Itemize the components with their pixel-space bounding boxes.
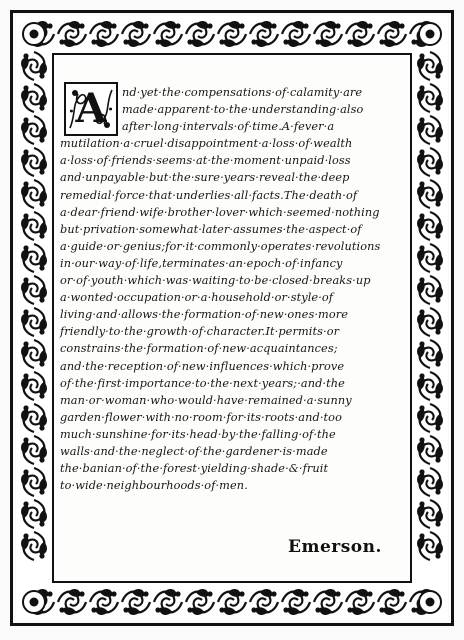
- text-line: remedial·force·that·underlies·all·facts.The·death·of: [60, 188, 358, 202]
- text-line: a·wonted·occupation·or·a·household·or·style·of: [60, 291, 334, 305]
- text-line: to·wide·neighbourhoods·of·men.: [60, 479, 248, 493]
- text-line: a·dear·friend·wife·brother·lover·which·seemed·nothing: [60, 205, 380, 219]
- text-line: garden·flower·with·no·room·for·its·roots·and·too: [60, 410, 342, 424]
- vine-ornament: [426, 30, 435, 39]
- text-line: constrains·the·formation·of·new·acquaintances;: [60, 342, 338, 356]
- dropcap-letter: A: [75, 85, 107, 132]
- text-line: mutilation·a·cruel·disappointment·a·loss·of·wealth: [60, 137, 353, 151]
- text-line: a·loss·of·friends·seems·at·the·moment·unpaid·loss: [60, 154, 351, 168]
- text-line: after·long·intervals·of·time.A·fever·a: [122, 120, 335, 134]
- text-line: man·or·woman·who·would·have·remained·a·sunny: [60, 393, 352, 407]
- text-line: or·of·youth·which·was·waiting·to·be·closed·breaks·up: [60, 274, 371, 288]
- text-line: walls·and·the·neglect·of·the·gardener·is·made: [60, 444, 328, 458]
- text-line: but·privation·somewhat·later·assumes·the·aspect·of: [60, 222, 362, 236]
- text-line: much·sunshine·for·its·head·by·the·falling·of·the: [60, 427, 336, 441]
- quotation-text: [60, 84, 404, 494]
- text-line: made·apparent·to·the·understanding·also: [122, 103, 364, 117]
- text-line: and·unpayable·but·the·sure·years·reveal·the·deep: [60, 171, 350, 185]
- vine-ornament: [426, 598, 435, 607]
- text-line: nd·yet·the·compensations·of·calamity·are: [122, 86, 363, 99]
- text-line: the·banian·of·the·forest·yielding·shade·&·fruit: [60, 462, 329, 476]
- vine-ornament: [30, 30, 39, 39]
- author-signature: Emerson.: [288, 537, 382, 557]
- text-line: and·the·reception·of·new·influences·which·prove: [60, 359, 345, 373]
- vine-ornament: [30, 598, 39, 607]
- text-line: friendly·to·the·growth·of·character.It·permits·or: [60, 325, 340, 339]
- text-line: living·and·allows·the·formation·of·new·ones·more: [60, 308, 349, 322]
- text-line: a·guide·or·genius;for·it·commonly·operates·revolutions: [60, 239, 381, 253]
- text-line: in·our·way·of·life,terminates·an·epoch·of·infancy: [60, 256, 343, 270]
- text-line: of·the·first·importance·to·the·next·years;·and·the: [60, 376, 345, 390]
